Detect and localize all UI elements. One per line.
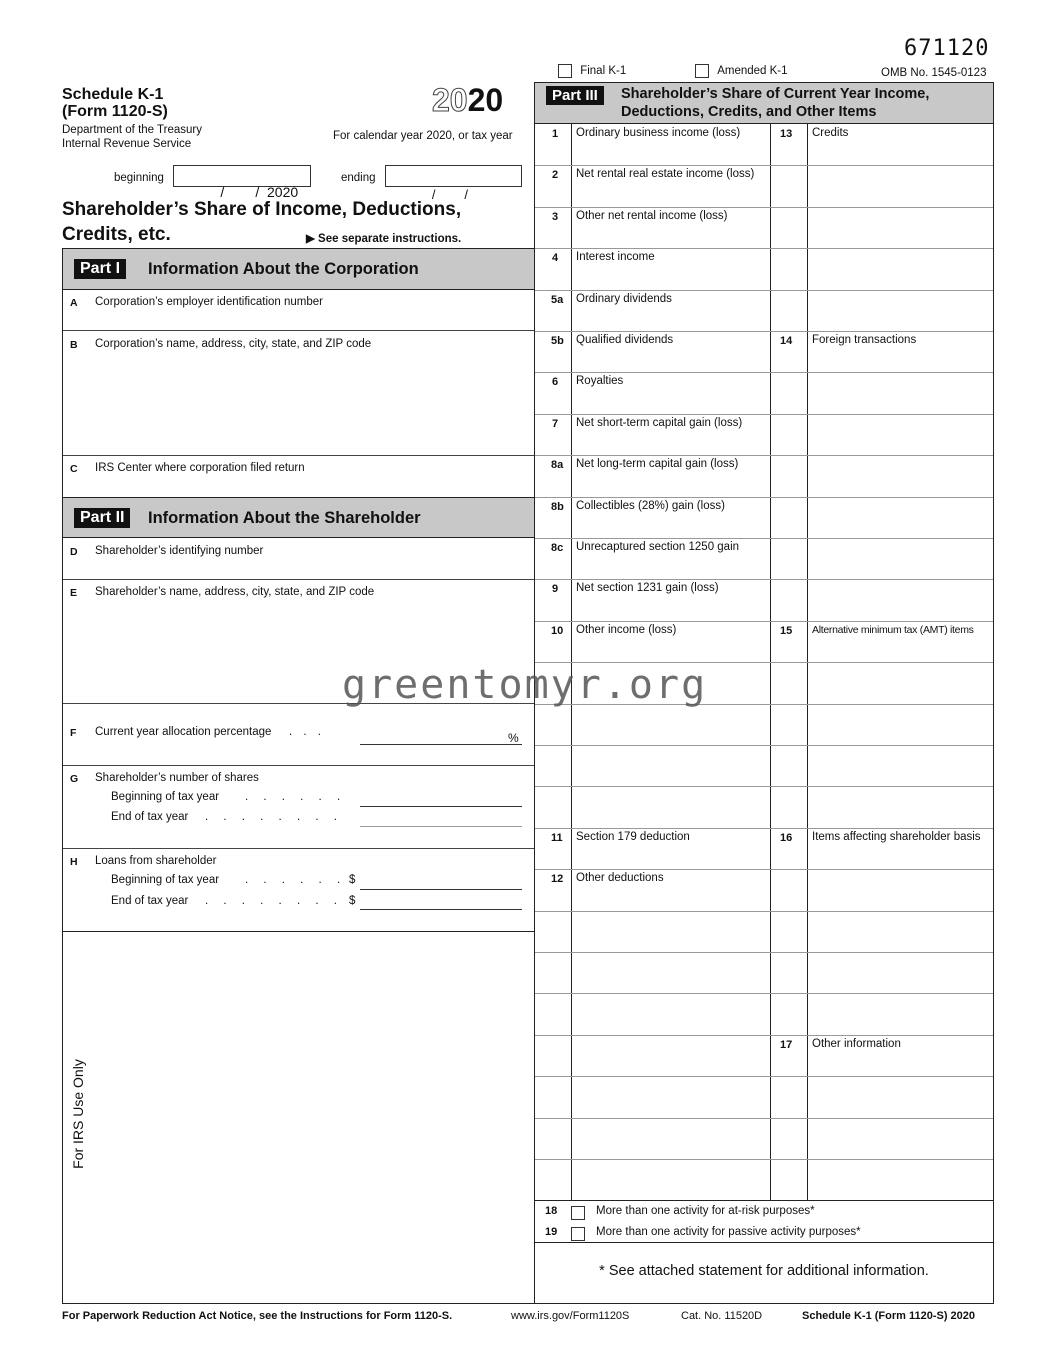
amended-k1-checkbox[interactable] (695, 64, 709, 78)
line-16-label: Items affecting shareholder basis (812, 831, 981, 843)
line-5a-label: Ordinary dividends (576, 293, 672, 305)
line-10-number: 10 (551, 625, 564, 637)
tax-year: 2020 (432, 82, 504, 118)
line-8c-number: 8c (551, 542, 564, 554)
line-f-letter: F (70, 727, 77, 739)
final-k1-checkbox[interactable] (558, 64, 572, 78)
line-11-label: Section 179 deduction (576, 831, 690, 843)
loans-beginning-dots: . . . . . . (245, 874, 347, 886)
part3-title-line1: Shareholder’s Share of Current Year Income, (621, 86, 930, 102)
line-17-label: Other information (812, 1038, 901, 1050)
line-12-field[interactable] (572, 869, 770, 909)
line-d-letter: D (70, 546, 78, 558)
loans-end-label: End of tax year (111, 895, 189, 907)
see-instructions: ▶ See separate instructions. (306, 233, 462, 245)
row-divider (535, 1118, 993, 1119)
ending-label: ending (341, 172, 376, 184)
line-c-letter: C (70, 463, 78, 475)
line-9-label: Net section 1231 gain (loss) (576, 582, 719, 594)
line-18-number: 18 (545, 1205, 558, 1217)
line-6-field[interactable] (572, 372, 770, 412)
footer-cat-number: Cat. No. 11520D (681, 1310, 763, 1322)
attached-statement-note: * See attached statement for additional information. (599, 1263, 929, 1279)
amended-k1[interactable]: Amended K-1 (695, 64, 788, 78)
row-divider (535, 1035, 993, 1036)
line-2-field[interactable] (572, 165, 770, 205)
row-divider (535, 1076, 993, 1077)
ein-field[interactable] (63, 290, 534, 331)
line-4-field[interactable] (572, 248, 770, 288)
line-g-letter: G (70, 773, 79, 785)
line-14-number: 14 (780, 335, 793, 347)
line-9-field[interactable] (572, 579, 770, 619)
shareholder-id-field[interactable] (63, 538, 534, 580)
ending-date-field[interactable]: / / (385, 165, 522, 187)
part2-title: Information About the Shareholder (148, 509, 421, 527)
line-15-number: 15 (780, 625, 793, 637)
part3-tag: Part III (546, 86, 604, 105)
part2-tag: Part II (74, 508, 130, 528)
loans-beginning-currency: $ (349, 874, 356, 886)
footer-url[interactable]: www.irs.gov/Form1120S (511, 1310, 630, 1322)
line-3-number: 3 (552, 211, 559, 223)
part1-title: Information About the Corporation (148, 260, 419, 278)
line-14-label: Foreign transactions (812, 334, 917, 346)
line-19-number: 19 (545, 1226, 558, 1238)
line-8c-field[interactable] (572, 538, 770, 578)
line-11-field[interactable] (572, 828, 770, 868)
footer-form-ref: Schedule K-1 (Form 1120-S) 2020 (802, 1310, 976, 1322)
row-divider (535, 911, 993, 912)
loans-beginning-field[interactable] (360, 889, 522, 890)
line-1-field[interactable] (572, 124, 770, 164)
line-8a-field[interactable] (572, 455, 770, 495)
line-5b-field[interactable] (572, 331, 770, 371)
percent-sign: % (508, 731, 519, 745)
schedule-title: Schedule K-1 (62, 86, 164, 103)
agency: Internal Revenue Service (62, 138, 192, 150)
row-divider (535, 952, 993, 953)
final-k1[interactable]: Final K-1 (558, 64, 626, 78)
line-16-number: 16 (780, 832, 793, 844)
shares-end-field[interactable] (360, 826, 522, 827)
line-8c-label: Unrecaptured section 1250 gain (576, 541, 740, 553)
line-19-label: More than one activity for passive activity purposes* (596, 1226, 861, 1238)
line-8b-label: Collectibles (28%) gain (loss) (576, 500, 725, 512)
line-4-number: 4 (552, 252, 559, 264)
row-divider (535, 993, 993, 994)
line-4-label: Interest income (576, 251, 655, 263)
shares-beginning-label: Beginning of tax year (111, 791, 220, 803)
part1-tag: Part I (74, 259, 126, 279)
irs-center-field[interactable] (63, 456, 534, 497)
line-e-letter: E (70, 587, 78, 599)
line-2-number: 2 (552, 169, 559, 181)
allocation-percentage-field[interactable] (360, 744, 522, 745)
line-12-number: 12 (551, 873, 564, 885)
line-f-label: Current year allocation percentage (95, 726, 272, 738)
line-a-letter: A (70, 297, 78, 309)
line-8b-field[interactable] (572, 497, 770, 537)
line-g-label: Shareholder’s number of shares (95, 772, 259, 784)
form-number: (Form 1120-S) (62, 103, 168, 120)
line-13-label: Credits (812, 127, 849, 139)
line-9-number: 9 (552, 583, 559, 595)
beginning-label: beginning (114, 172, 164, 184)
line-5a-field[interactable] (572, 290, 770, 330)
footer-notice: For Paperwork Reduction Act Notice, see the Instructions for Form 1120-S. (62, 1310, 453, 1322)
line-e-label: Shareholder’s name, address, city, state, and ZIP code (95, 586, 375, 598)
main-title-line2: Credits, etc. (62, 224, 171, 245)
row-divider (535, 786, 993, 787)
shares-end-label: End of tax year (111, 811, 189, 823)
row-divider (535, 1159, 993, 1160)
omb-number: OMB No. 1545-0123 (881, 67, 987, 79)
line-13-number: 13 (780, 128, 793, 140)
line-3-field[interactable] (572, 207, 770, 247)
line-10-label: Other income (loss) (576, 624, 677, 636)
line-15-label: Alternative minimum tax (AMT) items (812, 624, 974, 636)
part3-header (535, 83, 993, 124)
line-7-number: 7 (552, 418, 559, 430)
corporation-address-field[interactable] (63, 331, 534, 456)
line-b-label: Corporation’s name, address, city, state, and ZIP code (95, 338, 372, 350)
line-18-label: More than one activity for at-risk purposes* (596, 1205, 815, 1217)
line-17-number: 17 (780, 1039, 793, 1051)
loans-end-currency: $ (349, 895, 356, 907)
row-divider (535, 745, 993, 746)
line-h-label: Loans from shareholder (95, 855, 217, 867)
line-8a-label: Net long-term capital gain (loss) (576, 458, 739, 470)
line-f-dots: . . . (289, 726, 325, 738)
loans-beginning-label: Beginning of tax year (111, 874, 220, 886)
line-5a-number: 5a (551, 294, 564, 306)
calendar-year-text: For calendar year 2020, or tax year (333, 130, 513, 142)
line-6-label: Royalties (576, 375, 624, 387)
line-11-number: 11 (551, 832, 563, 844)
form-code: 671120 (904, 36, 990, 61)
line-10-field[interactable] (572, 621, 770, 661)
beginning-date-field[interactable]: / / 2020 (173, 165, 311, 187)
part3-title-line2: Deductions, Credits, and Other Items (621, 104, 877, 120)
line-5b-label: Qualified dividends (576, 334, 674, 346)
main-title-line1: Shareholder’s Share of Income, Deductions, (62, 199, 462, 220)
line-12-label: Other deductions (576, 872, 664, 884)
part2-header (63, 497, 534, 538)
shares-beginning-dots: . . . . . . (245, 791, 347, 803)
part1-header (63, 249, 534, 290)
line-1-label: Ordinary business income (loss) (576, 127, 741, 139)
line-7-label: Net short-term capital gain (loss) (576, 417, 743, 429)
watermark: greentomyr.org (342, 662, 708, 708)
line-8a-number: 8a (551, 459, 564, 471)
line-18-checkbox[interactable] (571, 1204, 585, 1222)
line-6-number: 6 (552, 376, 559, 388)
line-d-label: Shareholder’s identifying number (95, 545, 264, 557)
line-8b-number: 8b (551, 501, 564, 513)
line-h-letter: H (70, 856, 78, 868)
line-5b-number: 5b (551, 335, 564, 347)
line-a-label: Corporation’s employer identification number (95, 296, 323, 308)
line-b-letter: B (70, 339, 78, 351)
loans-end-field[interactable] (360, 909, 522, 910)
irs-use-only: For IRS Use Only (70, 1059, 86, 1169)
line-19-checkbox[interactable] (571, 1225, 585, 1243)
shares-end-dots: . . . . . . . . (205, 811, 343, 823)
line-7-field[interactable] (572, 414, 770, 454)
department: Department of the Treasury (62, 124, 202, 136)
line-1-number: 1 (552, 128, 559, 140)
loans-end-dots: . . . . . . . . (205, 895, 343, 907)
line-3-label: Other net rental income (loss) (576, 210, 728, 222)
shares-beginning-field[interactable] (360, 806, 522, 807)
line-2-label: Net rental real estate income (loss) (576, 168, 755, 180)
line-c-label: IRS Center where corporation filed return (95, 462, 305, 474)
